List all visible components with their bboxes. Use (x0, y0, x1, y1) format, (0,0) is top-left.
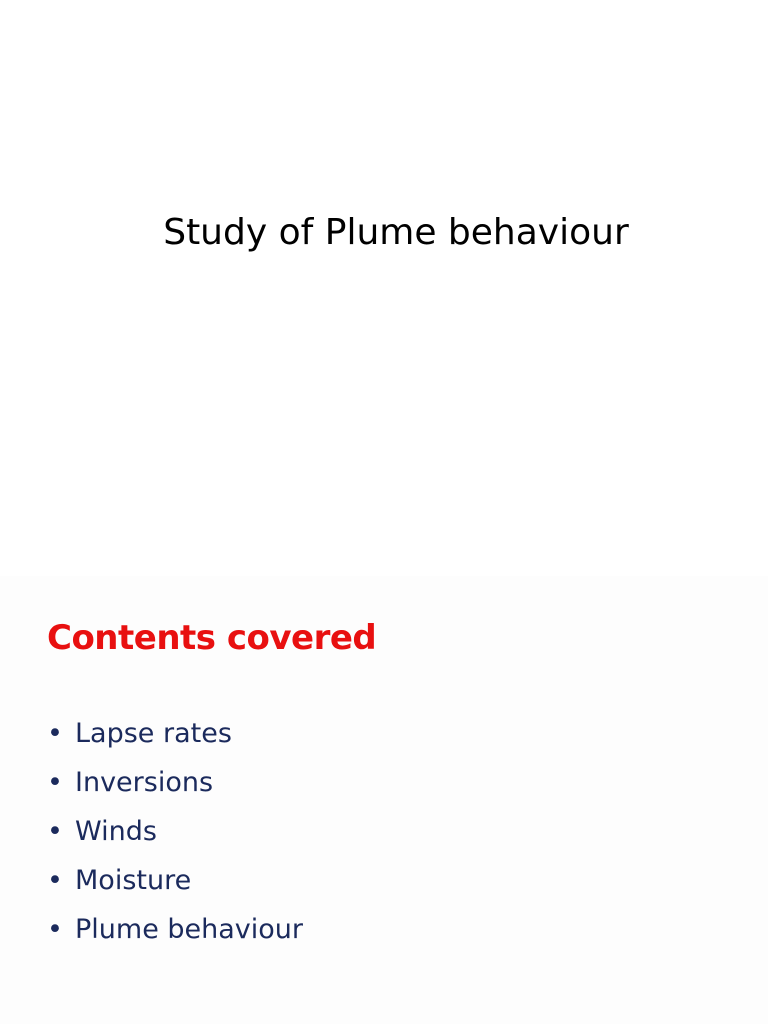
bullet-icon: • (47, 914, 63, 945)
bullet-icon: • (47, 865, 63, 896)
list-item-text: Inversions (75, 767, 214, 798)
list-item-text: Lapse rates (75, 718, 232, 749)
slide-title: Study of Plume behaviour (163, 212, 629, 253)
bullet-icon: • (47, 718, 63, 749)
contents-slide (0, 576, 768, 1024)
list-item-text: Winds (75, 816, 157, 847)
list-item-text: Plume behaviour (75, 914, 304, 945)
bullet-icon: • (47, 767, 63, 798)
contents-heading: Contents covered (47, 618, 377, 658)
list-item-text: Moisture (75, 865, 192, 896)
bullet-icon: • (47, 816, 63, 847)
